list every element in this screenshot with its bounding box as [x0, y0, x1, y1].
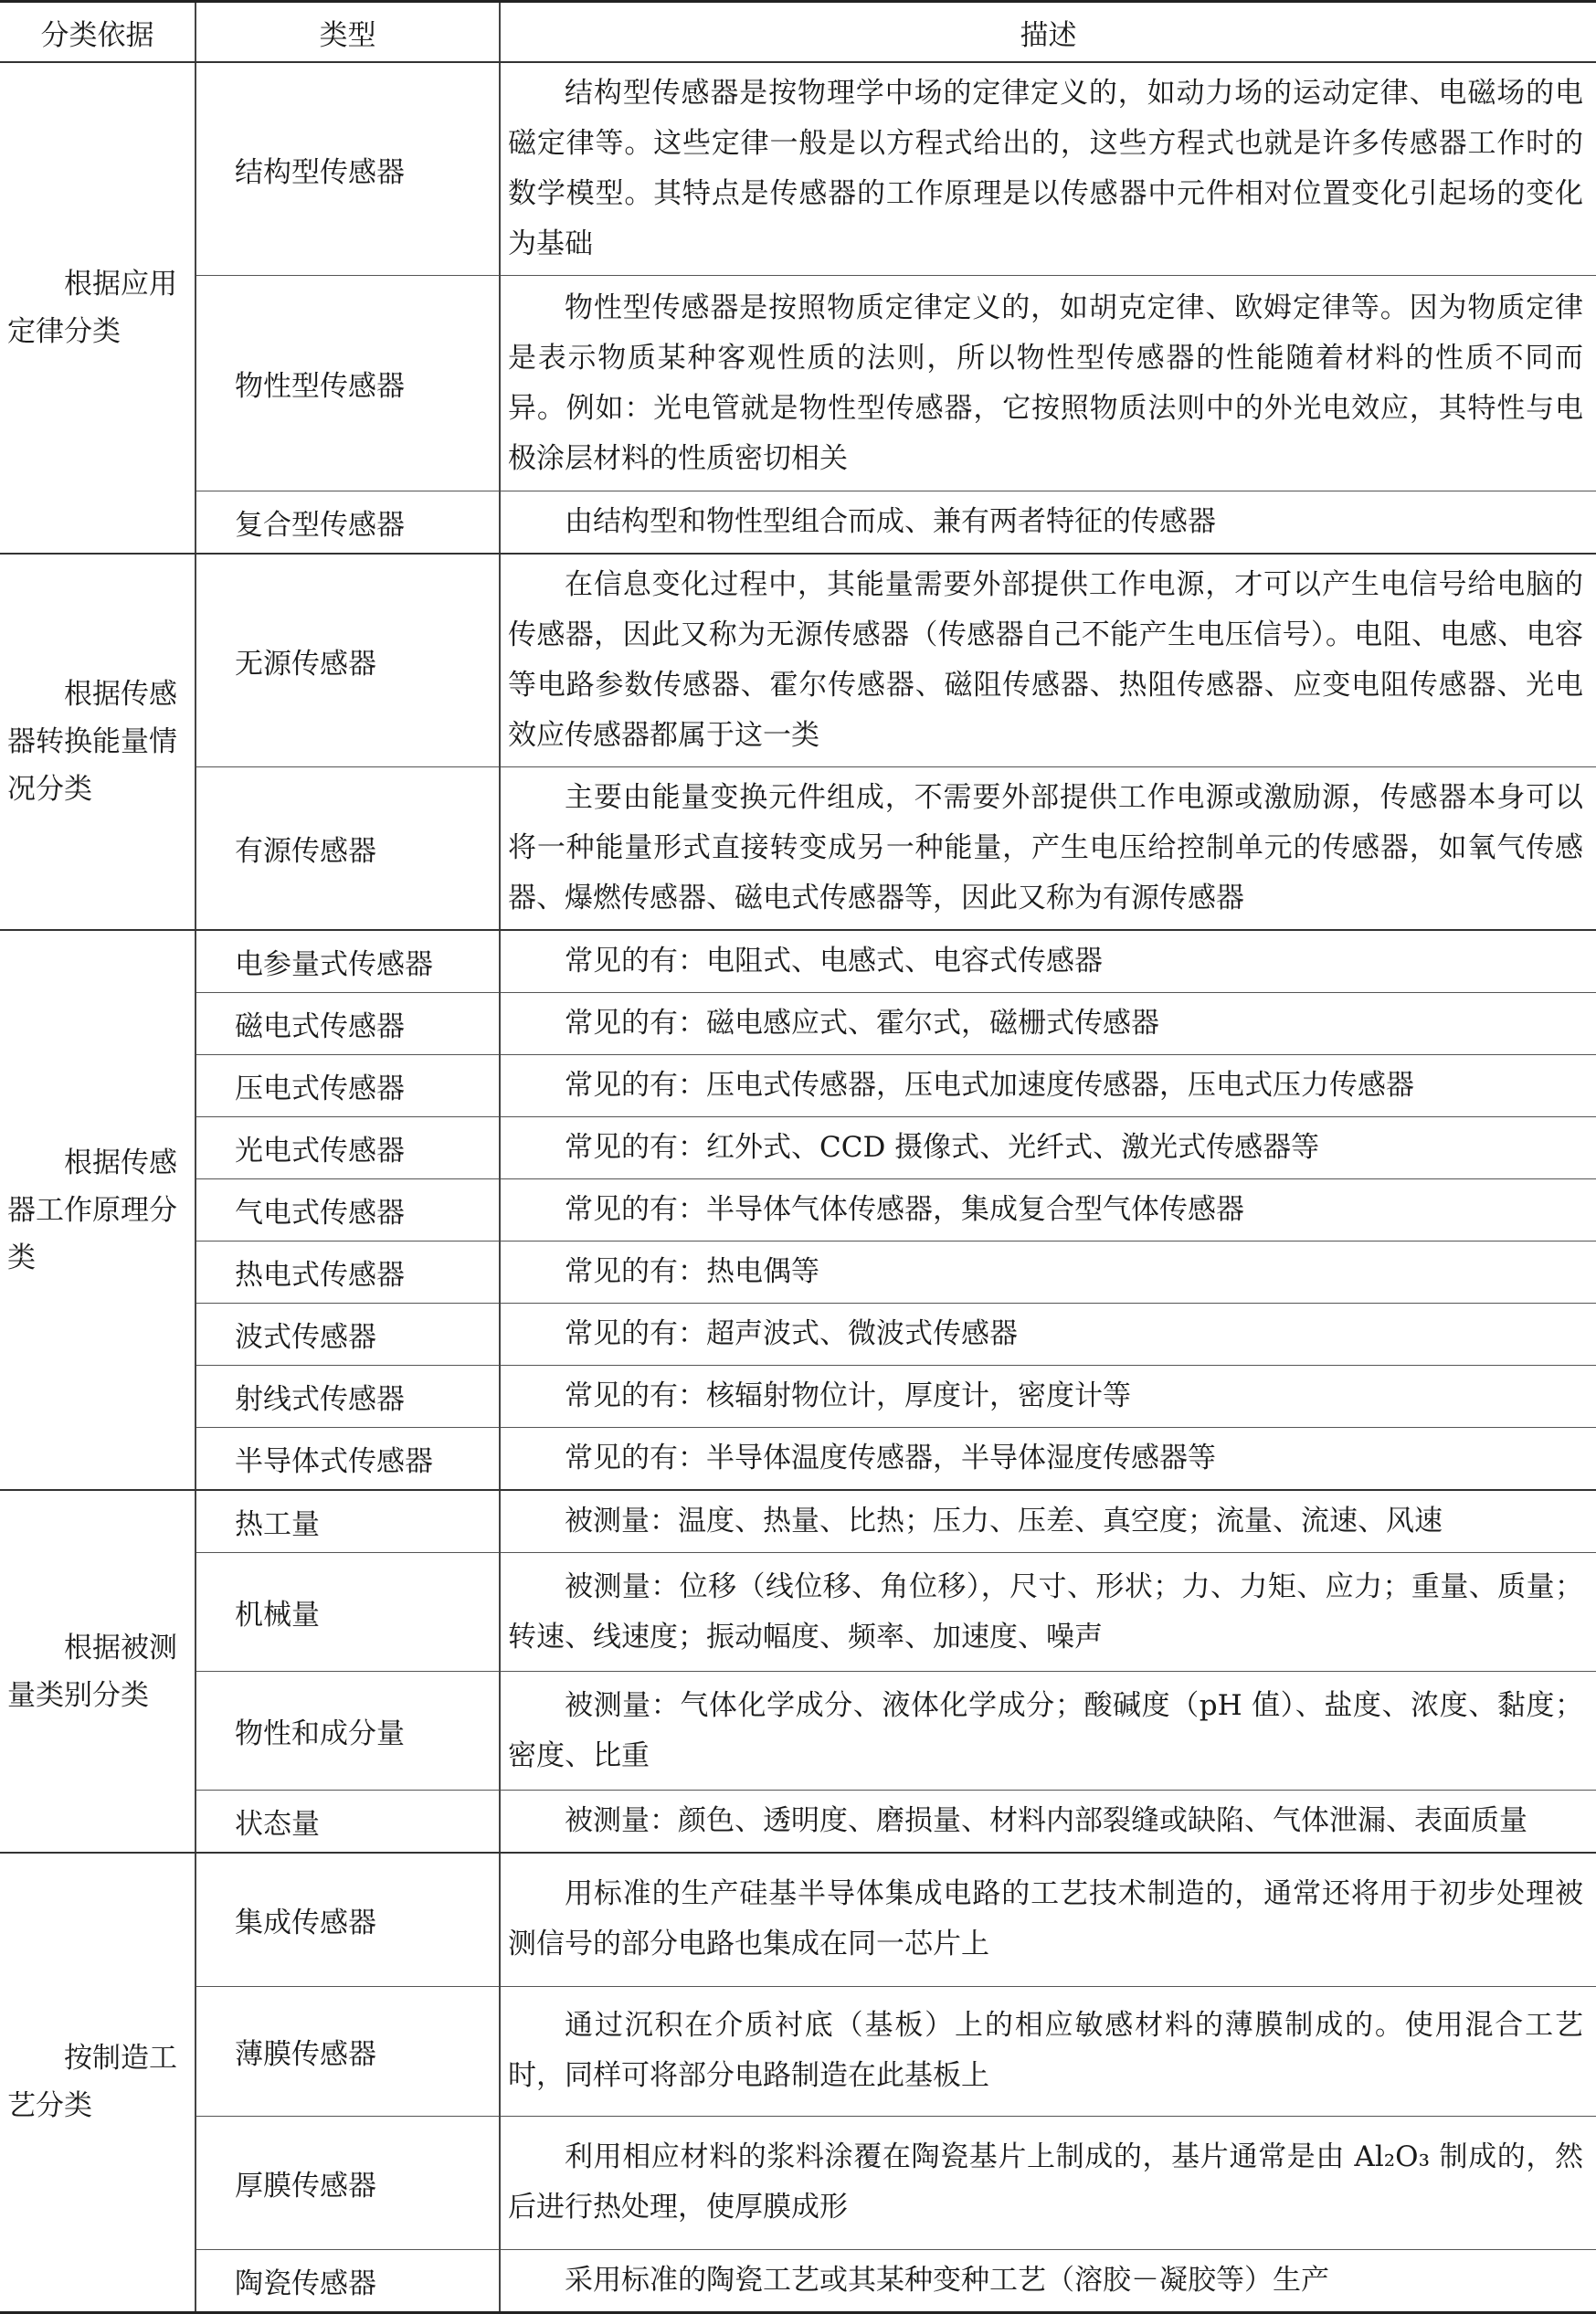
type-cell: 陶瓷传感器 [196, 2249, 500, 2312]
table-row [0, 491, 1596, 555]
header-description: 描述 [500, 2, 1596, 63]
type-cell: 半导体式传感器 [196, 1428, 500, 1491]
description-cell: 用标准的生产硅基半导体集成电路的工艺技术制造的，通常还将用于初步处理被测信号的部分电路也集成在同一芯片上 [500, 1853, 1596, 1986]
category-cell: 根据传感器转换能量情况分类 [0, 554, 196, 930]
type-cell: 热工量 [196, 1490, 500, 1553]
type-cell: 无源传感器 [196, 554, 500, 767]
table-row [0, 1242, 1596, 1304]
category-cell: 根据应用定律分类 [0, 62, 196, 554]
table-row [0, 62, 1596, 276]
category-cell: 按制造工艺分类 [0, 1853, 196, 2312]
type-cell: 机械量 [196, 1553, 500, 1672]
description-cell: 结构型传感器是按物理学中场的定律定义的，如动力场的运动定律、电磁场的电磁定律等。这些定律一般是以方程式给出的，这些方程式也就是许多传感器工作时的数学模型。其特点是传感器的工作原理是以传感器中元件相对位置变化引起场的变化为基础 [500, 62, 1596, 276]
table-row [0, 1672, 1596, 1791]
table-row [0, 554, 1596, 767]
description-cell: 常见的有：压电式传感器，压电式加速度传感器，压电式压力传感器 [500, 1055, 1596, 1117]
description-cell: 物性型传感器是按照物质定律定义的，如胡克定律、欧姆定律等。因为物质定律是表示物质某种客观性质的法则，所以物性型传感器的性能随着材料的性质不同而异。例如：光电管就是物性型传感器，它按照物质法则中的外光电效应，其特性与电极涂层材料的性质密切相关 [500, 276, 1596, 491]
category-cell: 根据被测量类别分类 [0, 1490, 196, 1853]
table-row [0, 1791, 1596, 1854]
table-row [0, 930, 1596, 993]
description-cell: 常见的有：核辐射物位计，厚度计，密度计等 [500, 1366, 1596, 1428]
header-row [0, 2, 1596, 63]
description-cell: 利用相应材料的浆料涂覆在陶瓷基片上制成的，基片通常是由 Al₂O₃ 制成的，然后进行热处理，使厚膜成形 [500, 2116, 1596, 2249]
description-cell: 主要由能量变换元件组成，不需要外部提供工作电源或激励源，传感器本身可以将一种能量形式直接转变成另一种能量，产生电压给控制单元的传感器，如氧气传感器、爆燃传感器、磁电式传感器等，因此又称为有源传感器 [500, 767, 1596, 931]
type-cell: 有源传感器 [196, 767, 500, 931]
description-cell: 常见的有：超声波式、微波式传感器 [500, 1304, 1596, 1366]
table-row [0, 767, 1596, 931]
description-cell: 被测量：气体化学成分、液体化学成分；酸碱度（pH 值）、盐度、浓度、黏度；密度、比重 [500, 1672, 1596, 1791]
description-cell: 在信息变化过程中，其能量需要外部提供工作电源，才可以产生电信号给电脑的传感器，因此又称为无源传感器（传感器自己不能产生电压信号）。电阻、电感、电容等电路参数传感器、霍尔传感器、磁阻传感器、热阻传感器、应变电阻传感器、光电效应传感器都属于这一类 [500, 554, 1596, 767]
type-cell: 物性型传感器 [196, 276, 500, 491]
table-row [0, 1179, 1596, 1242]
type-cell: 光电式传感器 [196, 1117, 500, 1179]
type-cell: 磁电式传感器 [196, 993, 500, 1055]
description-cell: 采用标准的陶瓷工艺或其某种变种工艺（溶胶－凝胶等）生产 [500, 2249, 1596, 2312]
table-row [0, 2249, 1596, 2312]
type-cell: 射线式传感器 [196, 1366, 500, 1428]
table-row [0, 1366, 1596, 1428]
table-row [0, 1490, 1596, 1553]
type-cell: 热电式传感器 [196, 1242, 500, 1304]
table-row [0, 1853, 1596, 1986]
table-row [0, 1055, 1596, 1117]
type-cell: 状态量 [196, 1791, 500, 1854]
type-cell: 厚膜传感器 [196, 2116, 500, 2249]
description-cell: 常见的有：热电偶等 [500, 1242, 1596, 1304]
description-cell: 常见的有：红外式、CCD 摄像式、光纤式、激光式传感器等 [500, 1117, 1596, 1179]
table-row [0, 2116, 1596, 2249]
description-cell: 被测量：颜色、透明度、磨损量、材料内部裂缝或缺陷、气体泄漏、表面质量 [500, 1791, 1596, 1854]
table-row [0, 1304, 1596, 1366]
category-cell: 根据传感器工作原理分类 [0, 930, 196, 1490]
type-cell: 电参量式传感器 [196, 930, 500, 993]
description-cell: 由结构型和物性型组合而成、兼有两者特征的传感器 [500, 491, 1596, 555]
header-basis: 分类依据 [0, 2, 196, 63]
header-type: 类型 [196, 2, 500, 63]
description-cell: 通过沉积在介质衬底（基板）上的相应敏感材料的薄膜制成的。使用混合工艺时，同样可将部分电路制造在此基板上 [500, 1986, 1596, 2116]
type-cell: 波式传感器 [196, 1304, 500, 1366]
table-row [0, 1986, 1596, 2116]
table-row [0, 1553, 1596, 1672]
description-cell: 常见的有：磁电感应式、霍尔式，磁栅式传感器 [500, 993, 1596, 1055]
table-row [0, 993, 1596, 1055]
type-cell: 集成传感器 [196, 1853, 500, 1986]
table-row [0, 1117, 1596, 1179]
type-cell: 复合型传感器 [196, 491, 500, 555]
description-cell: 常见的有：电阻式、电感式、电容式传感器 [500, 930, 1596, 993]
type-cell: 压电式传感器 [196, 1055, 500, 1117]
table-row [0, 1428, 1596, 1491]
type-cell: 薄膜传感器 [196, 1986, 500, 2116]
type-cell: 物性和成分量 [196, 1672, 500, 1791]
description-cell: 常见的有：半导体温度传感器，半导体湿度传感器等 [500, 1428, 1596, 1491]
description-cell: 常见的有：半导体气体传感器，集成复合型气体传感器 [500, 1179, 1596, 1242]
type-cell: 结构型传感器 [196, 62, 500, 276]
description-cell: 被测量：温度、热量、比热；压力、压差、真空度；流量、流速、风速 [500, 1490, 1596, 1553]
description-cell: 被测量：位移（线位移、角位移），尺寸、形状；力、力矩、应力；重量、质量；转速、线速度；振动幅度、频率、加速度、噪声 [500, 1553, 1596, 1672]
type-cell: 气电式传感器 [196, 1179, 500, 1242]
table-row [0, 276, 1596, 491]
